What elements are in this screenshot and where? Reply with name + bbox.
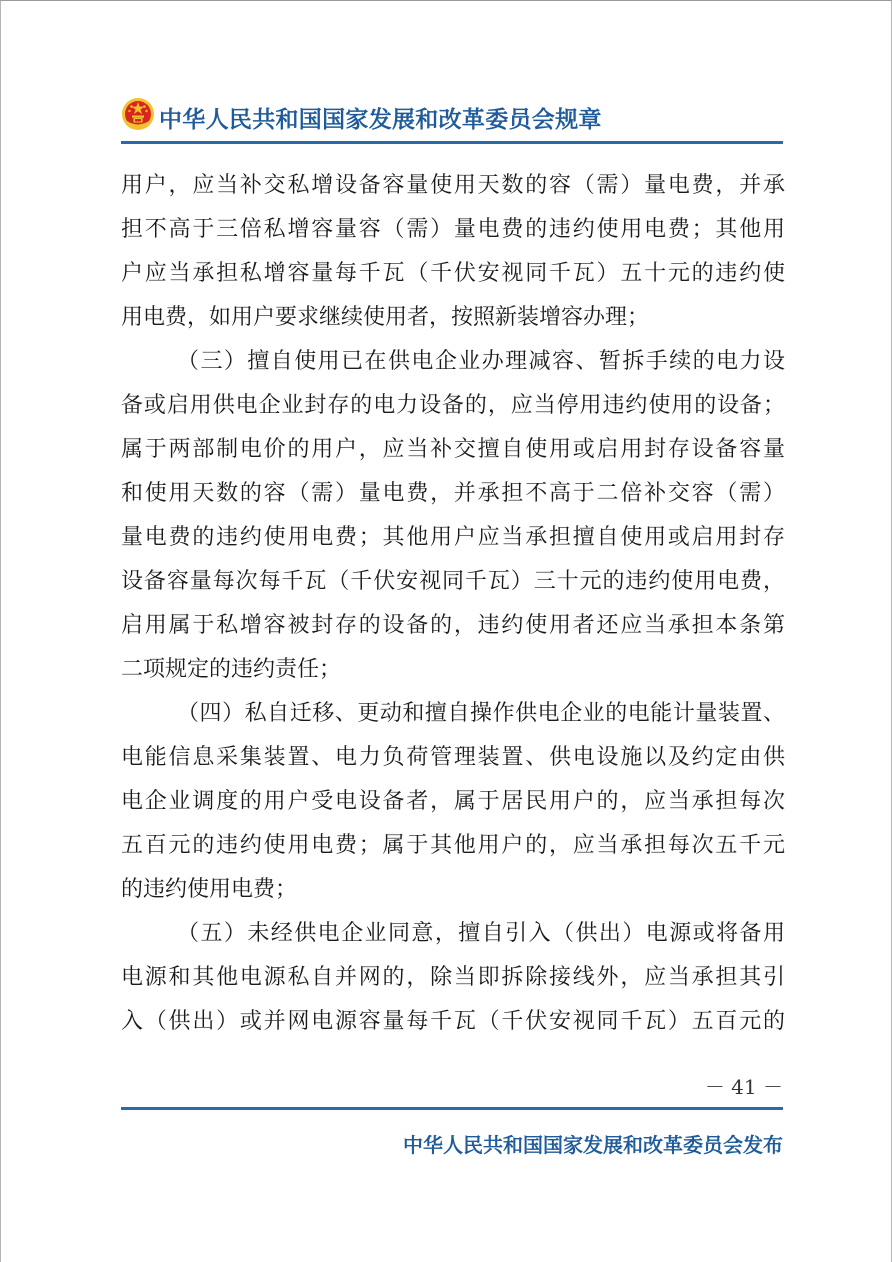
body-line: 和使用天数的容（需）量电费，并承担不高于二倍补交容（需） bbox=[121, 481, 785, 506]
body-line: （三）擅自使用已在供电企业办理减容、暂拆手续的电力设 bbox=[177, 349, 785, 374]
body-line: 设备容量每次每千瓦（千伏安视同千瓦）三十元的违约使用电费， bbox=[121, 569, 785, 594]
footer-divider bbox=[121, 1107, 783, 1110]
body-line: 担不高于三倍私增容量容（需）量电费的违约使用电费；其他用 bbox=[121, 217, 785, 242]
body-line: 的违约使用电费； bbox=[121, 877, 298, 902]
body-line: 五百元的违约使用电费；属于其他用户的，应当承担每次五千元 bbox=[121, 833, 785, 858]
footer-publisher: 中华人民共和国国家发展和改革委员会发布 bbox=[403, 1133, 783, 1157]
body-line: 入（供出）或并网电源容量每千瓦（千伏安视同千瓦）五百元的 bbox=[121, 1009, 785, 1034]
body-line: 二项规定的违约责任； bbox=[121, 657, 342, 682]
body-line: 备或启用供电企业封存的电力设备的，应当停用违约使用的设备； bbox=[121, 393, 785, 418]
body-line: 户应当承担私增容量每千瓦（千伏安视同千瓦）五十元的违约使 bbox=[121, 261, 785, 286]
body-line: 用电费，如用户要求继续使用者，按照新装增容办理； bbox=[121, 305, 650, 330]
body-line: 电源和其他电源私自并网的，除当即拆除接线外，应当承担其引 bbox=[121, 965, 785, 990]
body-line: （四）私自迁移、更动和擅自操作供电企业的电能计量装置、 bbox=[177, 701, 785, 726]
body-line: 用户，应当补交私增设备容量使用天数的容（需）量电费，并承 bbox=[121, 173, 785, 198]
page-header bbox=[121, 97, 783, 137]
body-line: 属于两部制电价的用户，应当补交擅自使用或启用封存设备容量 bbox=[121, 437, 785, 462]
body-line: 启用属于私增容被封存的设备的，违约使用者还应当承担本条第 bbox=[121, 613, 785, 638]
body-line: 量电费的违约使用电费；其他用户应当承担擅自使用或启用封存 bbox=[121, 525, 785, 550]
header-title: 中华人民共和国国家发展和改革委员会规章 bbox=[159, 107, 602, 133]
body-line: （五）未经供电企业同意，擅自引入（供出）电源或将备用 bbox=[177, 921, 785, 946]
national-emblem-icon bbox=[121, 97, 155, 131]
page-number: － 41 － bbox=[704, 1075, 783, 1099]
body-line: 电能信息采集装置、电力负荷管理装置、供电设施以及约定由供 bbox=[121, 745, 785, 770]
body-line: 电企业调度的用户受电设备者，属于居民用户的，应当承担每次 bbox=[121, 789, 785, 814]
document-body bbox=[121, 164, 785, 1044]
header-divider bbox=[121, 141, 783, 144]
